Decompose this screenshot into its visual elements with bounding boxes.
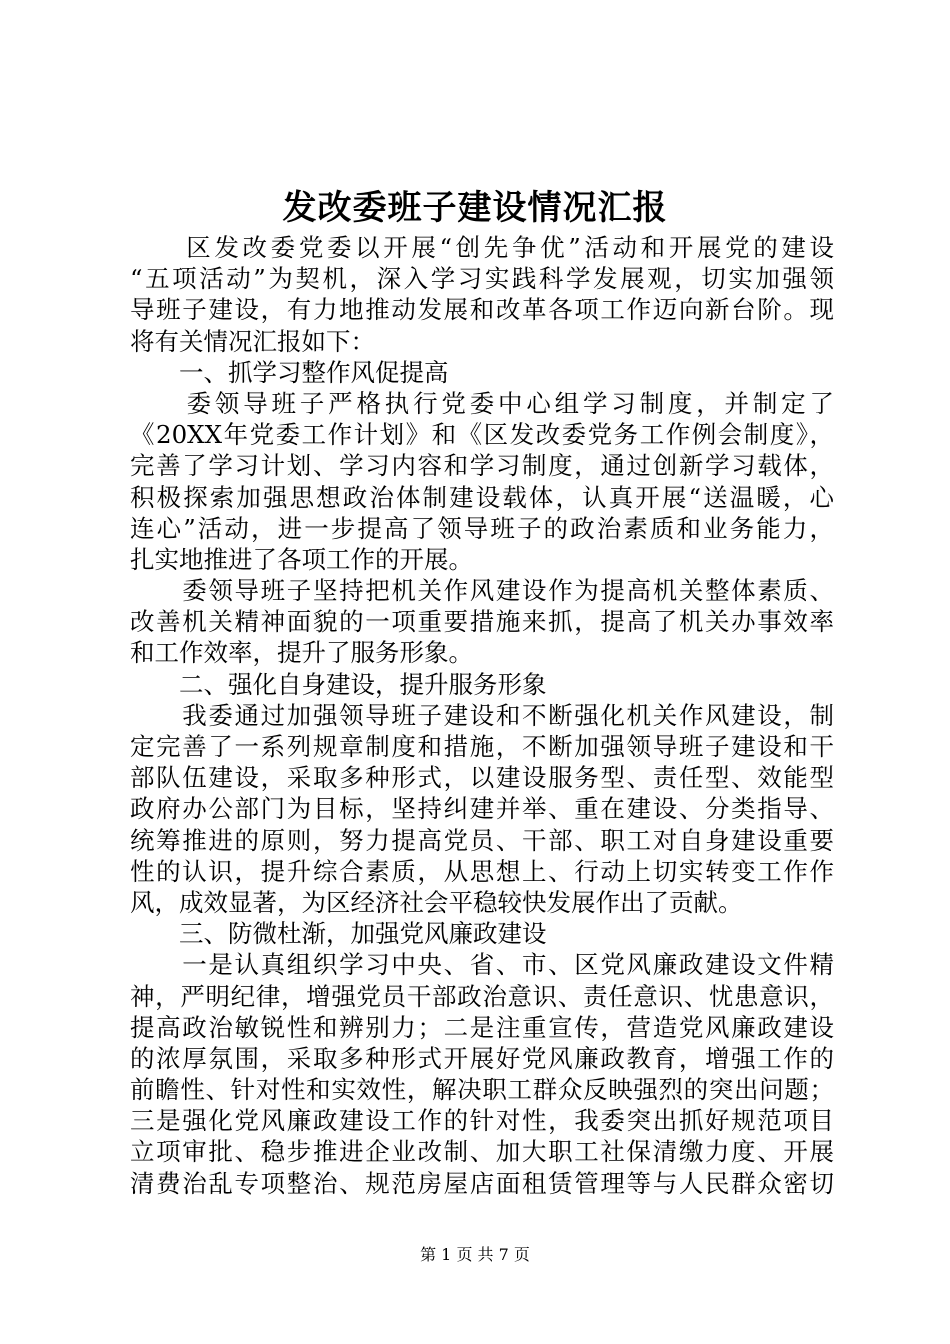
- text-line: 立项审批、稳步推进企业改制、加大职工社保清缴力度、开展: [130, 1137, 834, 1167]
- text-line: 一、抓学习整作风促提高: [130, 357, 449, 387]
- text-line: 定完善了一系列规章制度和措施，不断加强领导班子建设和干: [130, 732, 834, 761]
- text-line: 改善机关精神面貌的一项重要措施来抓，提高了机关办事效率: [130, 607, 834, 637]
- text-line: 性的认识，提升综合素质，从思想上、行动上切实转变工作作: [130, 856, 834, 886]
- text-line: 部队伍建设，采取多种形式，以建设服务型、责任型、效能型: [130, 763, 834, 793]
- text-line: 一是认真组织学习中央、省、市、区党风廉政建设文件精: [130, 950, 834, 980]
- text-line: 三、防微杜渐，加强党风廉政建设: [130, 919, 547, 949]
- text-line: “五项活动”为契机，深入学习实践科学发展观，切实加强领: [130, 264, 834, 294]
- text-line: 风，成效显著，为区经济社会平稳较快发展作出了贡献。: [130, 887, 743, 917]
- text-line: 提高政治敏锐性和辨别力；二是注重宣传，营造党风廉政建设: [130, 1012, 834, 1042]
- text-line: 将有关情况汇报如下：: [130, 326, 375, 356]
- text-line: 统筹推进的原则，努力提高党员、干部、职工对自身建设重要: [130, 825, 834, 855]
- text-line: 积极探索加强思想政治体制建设载体，认真开展“送温暖，心: [130, 482, 834, 512]
- text-line: 委领导班子坚持把机关作风建设作为提高机关整体素质、: [130, 576, 834, 606]
- text-line: 三是强化党风廉政建设工作的针对性，我委突出抓好规范项目: [130, 1106, 834, 1136]
- text-line: 连心”活动，进一步提高了领导班子的政治素质和业务能力，: [130, 513, 834, 543]
- text-line: 清费治乱专项整治、规范房屋店面租赁管理等与人民群众密切: [130, 1168, 834, 1198]
- text-line: 和工作效率，提升了服务形象。: [130, 638, 473, 668]
- document-body: [130, 232, 834, 1199]
- text-line: 的浓厚氛围，采取多种形式开展好党风廉政教育，增强工作的: [130, 1043, 834, 1073]
- text-line: 二、强化自身建设，提升服务形象: [130, 669, 547, 699]
- page-footer: 第 1 页 共 7 页: [420, 1245, 530, 1264]
- text-line: 完善了学习计划、学习内容和学习制度，通过创新学习载体，: [130, 451, 834, 481]
- text-line: 委领导班子严格执行党委中心组学习制度，并制定了: [130, 388, 834, 418]
- text-line: 神，严明纪律，增强党员干部政治意识、责任意识、忧患意识，: [130, 981, 834, 1011]
- text-line: 区发改委党委以开展“创先争优”活动和开展党的建设: [130, 233, 834, 262]
- text-line: 扎实地推进了各项工作的开展。: [130, 544, 473, 574]
- text-line: 前瞻性、针对性和实效性，解决职工群众反映强烈的突出问题；: [130, 1075, 834, 1105]
- text-line: 《20XX年党委工作计划》和《区发改委党务工作例会制度》，: [130, 420, 834, 450]
- text-line: 我委通过加强领导班子建设和不断强化机关作风建设，制: [130, 700, 834, 730]
- text-line: 政府办公部门为目标，坚持纠建并举、重在建设、分类指导、: [130, 794, 834, 824]
- document-title: 发改委班子建设情况汇报: [282, 188, 668, 228]
- text-line: 导班子建设，有力地推动发展和改革各项工作迈向新台阶。现: [130, 295, 834, 325]
